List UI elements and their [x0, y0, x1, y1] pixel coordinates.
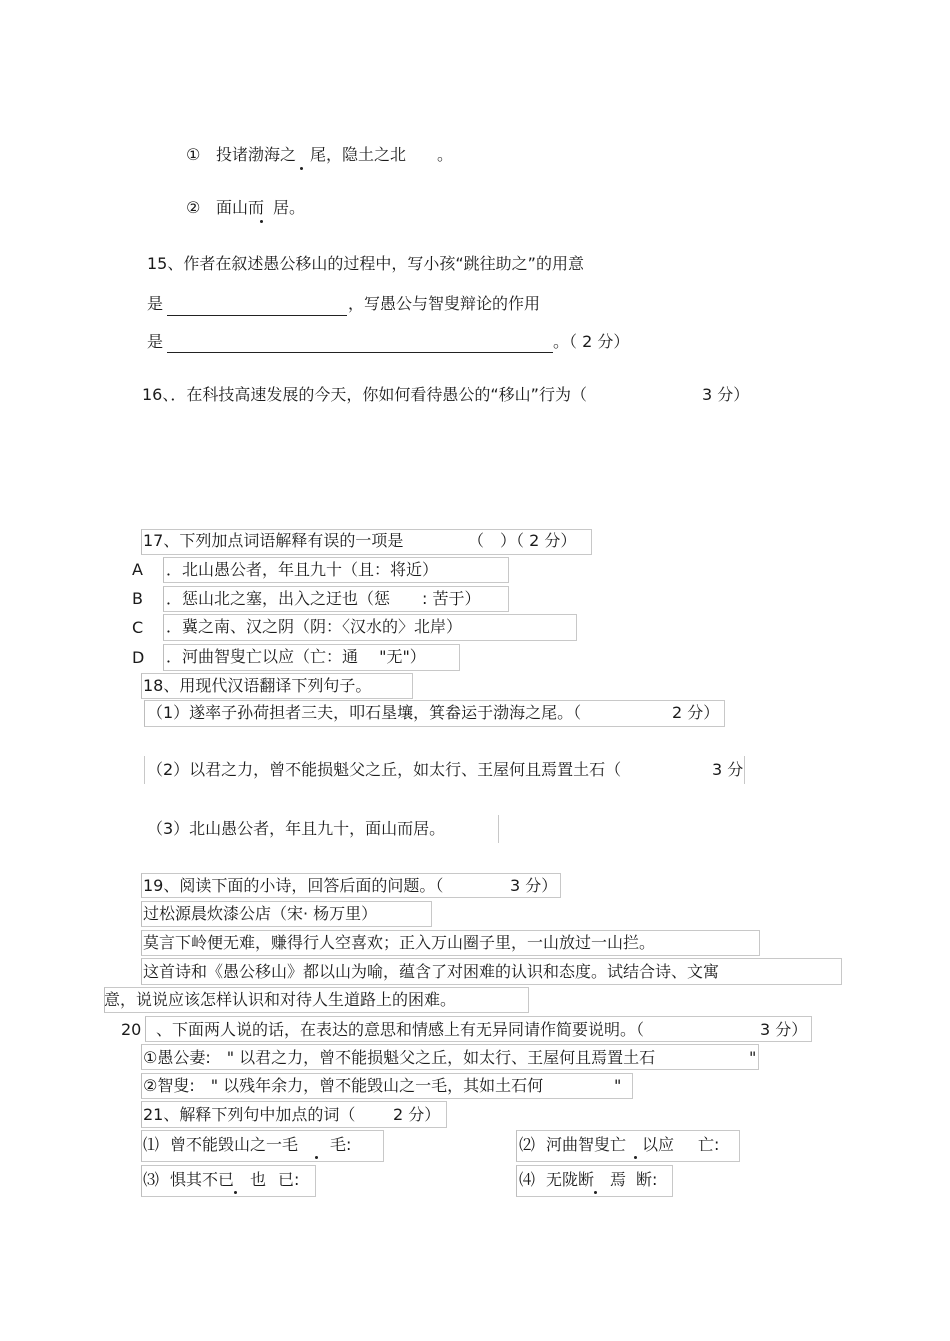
poem-title: 过松源晨炊漆公店（宋· 杨万里） — [143, 904, 378, 923]
q21-score: 2 分） — [393, 1105, 441, 1124]
emphasis-dot — [315, 1156, 318, 1159]
q15-line1: 15、作者在叙述愚公移山的过程中，写小孩“跳往助之”的用意 — [147, 254, 584, 273]
option-letter-b: B — [132, 589, 143, 608]
q18-s2-border-right — [744, 756, 745, 784]
q19-question-line-2: 意，说说应该怎样认识和对待人生道路上的困难。 — [104, 990, 457, 1009]
emphasis-dot — [634, 1156, 637, 1159]
q21-item4-text: 无陇断 焉 — [546, 1170, 627, 1189]
q21-item3-word: 已: — [278, 1170, 300, 1189]
q20-stem: 、下面两人说的话，在表达的意思和情感上有无异同请作简要说明。（ — [156, 1020, 645, 1039]
option-a-text: ．北山愚公者，年且九十（且：将近） — [166, 560, 439, 579]
q18-sentence-2-score: 3 分 — [712, 760, 744, 779]
q20-line-2: ②智叟: " 以残年余力，曾不能毁山之一毛，其如土石何 — [143, 1076, 544, 1095]
q20-line-2-quote: " — [614, 1076, 622, 1095]
q19-stem: 19、阅读下面的小诗，回答后面的问题。（ — [143, 876, 444, 895]
q21-item3-text: 惧其不已 也 — [170, 1170, 267, 1189]
q15-answer-blank-1[interactable] — [167, 315, 347, 316]
q21-item2-text: 河曲智叟亡 以应 — [546, 1135, 675, 1154]
emphasis-dot — [234, 1191, 237, 1194]
q18-s2-border — [144, 756, 145, 784]
poem-text: 莫言下岭便无难，赚得行人空喜欢；正入万山圈子里，一山放过一山拦。 — [143, 933, 656, 952]
q17-paren: （ ）（ 2 分） — [468, 531, 577, 550]
q20-line-1-quote: " — [749, 1048, 757, 1067]
q17-stem: 17、下列加点词语解释有误的一项是 — [143, 531, 404, 550]
q18-sentence-2: （2）以君之力，曾不能损魁父之丘，如太行、王屋何且焉置土石（ — [147, 760, 622, 779]
q21-item3-num: ⑶ — [143, 1170, 160, 1189]
q16-stem: 16、．在科技高速发展的今天，你如何看待愚公的“移山”行为（ — [142, 385, 587, 404]
option-c-text: ．冀之南、汉之阴（阴：〈汉水的〉北岸） — [166, 617, 463, 636]
q18-sentence-1-score: 2 分） — [672, 703, 720, 722]
q19-score: 3 分） — [510, 876, 558, 895]
q21-item2-num: ⑵ — [519, 1135, 536, 1154]
q14-item1-text-b: 尾，隐土之北 — [310, 145, 407, 164]
q14-item1-text-c: 。 — [437, 145, 454, 164]
q21-item4-num: ⑷ — [519, 1170, 536, 1189]
q20-line-1: ①愚公妻: " 以君之力，曾不能损魁父之丘，如太行、王屋何且焉置土石 — [143, 1048, 656, 1067]
emphasis-dot — [260, 220, 263, 223]
q15-line2-prefix: 是 — [147, 294, 164, 313]
q21-item4-word: 断: — [636, 1170, 658, 1189]
q18-sentence-3: （3）北山愚公者，年且九十，面山而居。 — [147, 819, 446, 838]
q18-s3-border-right — [498, 815, 499, 843]
option-letter-a: A — [132, 560, 143, 579]
q16-score: 3 分） — [702, 385, 750, 404]
q15-answer-blank-2[interactable] — [167, 352, 553, 353]
q14-item1-text-a: 投诸渤海之 — [216, 145, 297, 164]
emphasis-dot — [594, 1191, 597, 1194]
option-letter-c: C — [132, 618, 144, 637]
q21-item1-text: 曾不能毁山之一毛 — [170, 1135, 299, 1154]
q20-score: 3 分） — [760, 1020, 808, 1039]
q21-item1-num: ⑴ — [143, 1135, 160, 1154]
option-letter-d: D — [132, 648, 145, 667]
option-d-text: ．河曲智叟亡以应（亡：通 "无"） — [166, 647, 426, 666]
option-b-text: ．惩山北之塞，出入之迂也（惩 : 苦于） — [166, 589, 481, 608]
q14-item2-num: ② — [186, 198, 201, 217]
q14-item2-text-b: 居。 — [273, 198, 306, 217]
q14-item1-num: ① — [186, 145, 201, 164]
q18-stem: 18、用现代汉语翻译下列句子。 — [143, 676, 372, 695]
q15-line3-prefix: 是 — [147, 332, 164, 351]
q18-sentence-1: （1）遂率子孙荷担者三夫，叩石垦壤，箕畚运于渤海之尾。（ — [147, 703, 582, 722]
q15-line2-suffix: ，写愚公与智叟辩论的作用 — [348, 294, 541, 313]
q20-number: 20 — [121, 1020, 142, 1039]
q15-line3-suffix: 。（ 2 分） — [553, 332, 630, 351]
q21-stem: 21、解释下列句中加点的词（ — [143, 1105, 356, 1124]
q19-question-line-1: 这首诗和《愚公移山》都以山为喻，蕴含了对困难的认识和态度。试结合诗、文寓 — [143, 962, 720, 981]
q21-item2-word: 亡: — [698, 1135, 720, 1154]
q21-item1-word: 毛: — [330, 1135, 352, 1154]
q14-item2-text-a: 面山而 — [216, 198, 265, 217]
emphasis-dot — [300, 167, 303, 170]
